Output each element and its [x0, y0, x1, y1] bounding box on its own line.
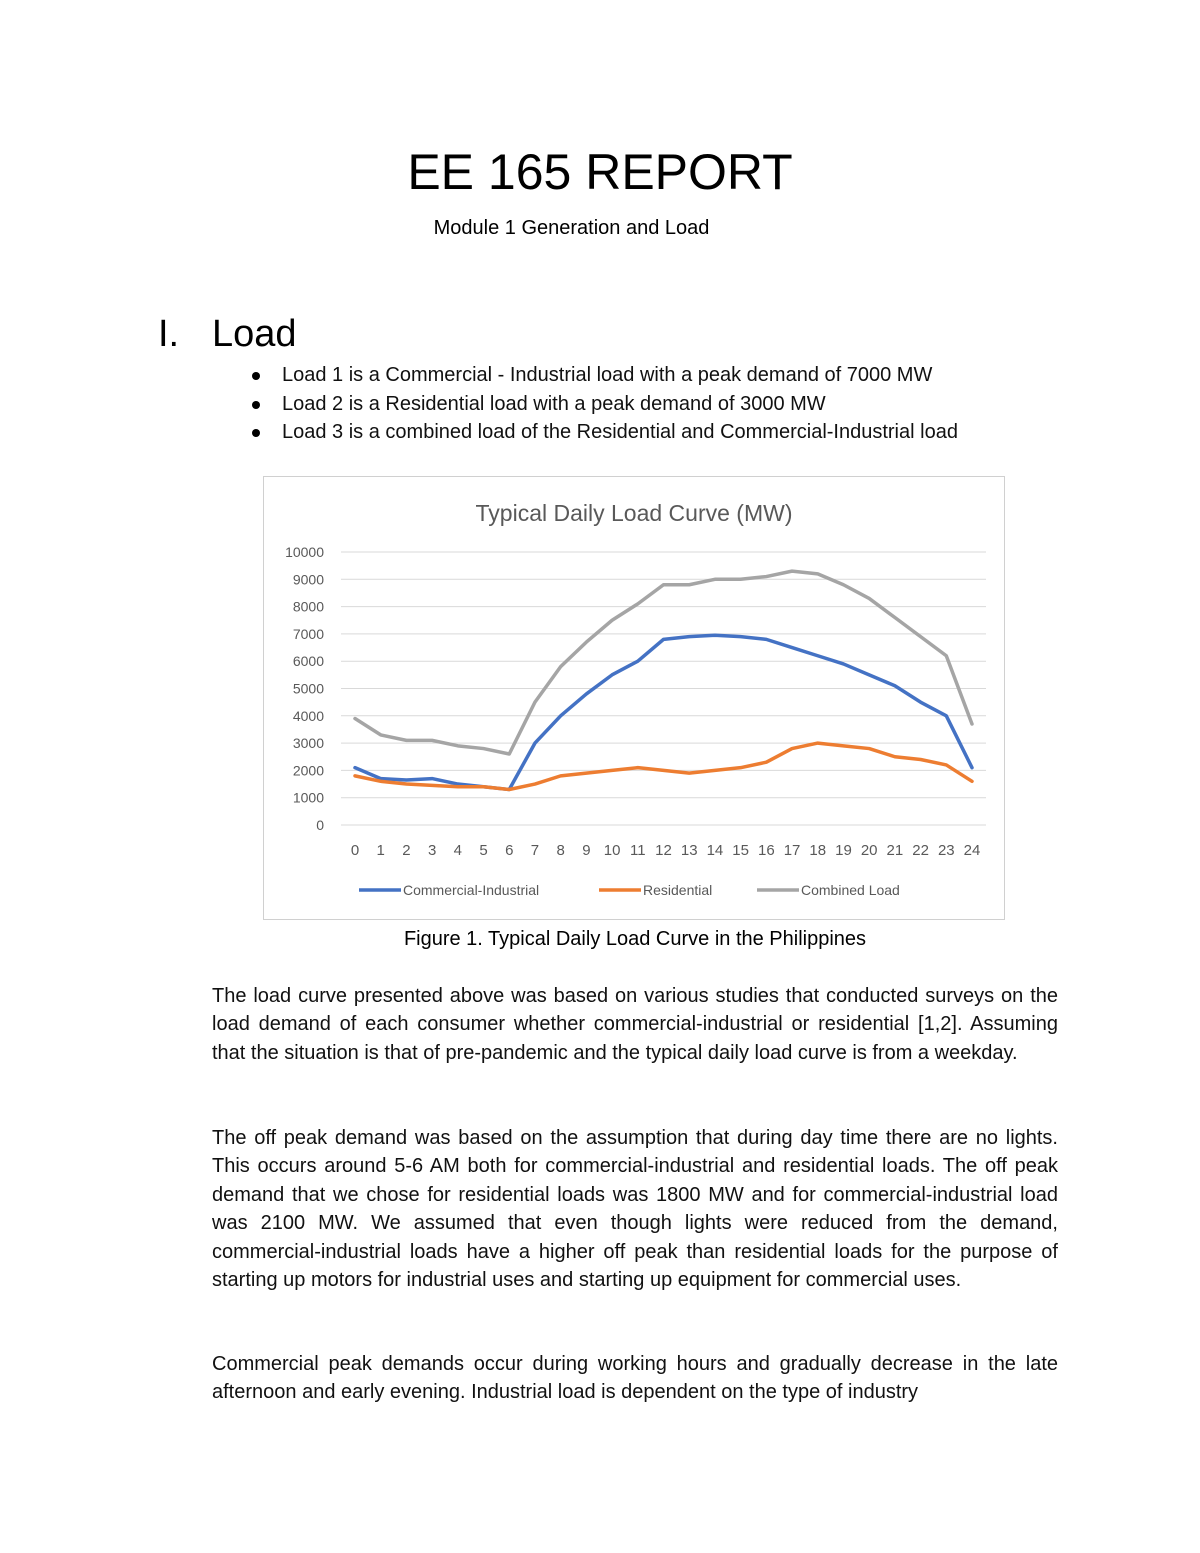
- list-item: [250, 361, 958, 390]
- x-tick-label: 7: [530, 842, 540, 859]
- legend-label: Commercial-Industrial: [403, 882, 540, 898]
- figure-caption: Figure 1. Typical Daily Load Curve in the Philippines: [403, 928, 867, 950]
- load-curve-chart: [264, 477, 1004, 919]
- y-tick-label: 10000: [285, 544, 324, 560]
- y-tick-label: 4000: [292, 707, 324, 724]
- bullet-text: Load 3 is a combined load of the Residential and Commercial-Industrial load: [282, 421, 958, 443]
- report-subtitle: Module 1 Generation and Load: [433, 217, 710, 239]
- bullet-icon: [252, 401, 260, 409]
- x-tick-label: 1: [376, 842, 385, 859]
- y-tick-label: 7000: [292, 625, 324, 642]
- chart-title: Typical Daily Load Curve (MW): [475, 500, 793, 526]
- list-item: [250, 390, 958, 419]
- x-tick-label: 24: [963, 842, 981, 859]
- x-tick-label: 5: [479, 842, 488, 859]
- load-bullet-list: [250, 361, 958, 447]
- section-number: I.: [158, 313, 180, 355]
- x-tick-label: 2: [402, 842, 411, 859]
- x-tick-label: 0: [350, 842, 360, 859]
- y-tick-label: 6000: [292, 653, 324, 670]
- x-tick-label: 20: [860, 842, 878, 859]
- legend-label: Combined Load: [801, 882, 900, 898]
- legend-label: Residential: [643, 882, 713, 898]
- x-tick-label: 19: [835, 842, 852, 859]
- section-heading: [158, 310, 297, 358]
- x-tick-label: 16: [757, 842, 775, 859]
- x-tick-label: 17: [783, 842, 801, 859]
- section-title: Load: [212, 313, 297, 355]
- bullet-text: Load 2 is a Residential load with a peak demand of 3000 MW: [282, 392, 826, 415]
- list-item: [250, 418, 958, 447]
- y-tick-label: 8000: [292, 598, 324, 615]
- chart-figure: [263, 476, 1005, 920]
- body-paragraph: Commercial peak demands occur during working hours and gradually decrease in the late afternoon and early evening. Industrial load is dependent on the type of industry: [212, 1353, 1058, 1404]
- series-line: [355, 571, 972, 754]
- y-tick-label: 9000: [292, 571, 324, 588]
- x-tick-label: 23: [937, 842, 955, 859]
- y-tick-label: 0: [316, 817, 324, 833]
- body-paragraph: The off peak demand was based on the assumption that during day time there are no lights. This occurs around 5-6 AM both for commercial-industrial and residential loads. The off peak demand that we chose for residential loads was 1800 MW and for commercial-industrial load was 2100 MW. We assumed that even though lights were reduced from the demand, commercial-industrial loads have a higher off peak than residential loads for the purpose of starting up motors for industrial uses and starting up equipment for commercial uses.: [212, 1127, 1058, 1292]
- bullet-icon: [252, 372, 260, 380]
- x-tick-label: 3: [427, 842, 437, 859]
- series-line: [355, 635, 972, 789]
- y-tick-label: 5000: [292, 680, 324, 697]
- x-tick-label: 6: [505, 842, 514, 859]
- x-tick-label: 4: [453, 842, 463, 859]
- x-tick-label: 18: [809, 842, 827, 859]
- x-tick-label: 21: [886, 842, 904, 859]
- x-tick-label: 8: [556, 842, 565, 859]
- y-tick-label: 3000: [292, 735, 324, 752]
- x-tick-label: 9: [582, 842, 591, 859]
- x-tick-label: 11: [630, 842, 646, 859]
- bullet-icon: [252, 429, 260, 437]
- y-tick-label: 1000: [292, 789, 324, 806]
- report-title: EE 165 REPORT: [407, 144, 793, 200]
- x-tick-label: 14: [706, 842, 724, 859]
- x-tick-label: 12: [655, 842, 672, 859]
- y-tick-label: 2000: [292, 762, 324, 779]
- x-tick-label: 13: [680, 842, 698, 859]
- x-tick-label: 10: [603, 842, 621, 859]
- x-tick-label: 22: [912, 842, 929, 859]
- x-tick-label: 15: [732, 842, 749, 859]
- bullet-text: Load 1 is a Commercial - Industrial load with a peak demand of 7000 MW: [282, 364, 933, 386]
- body-paragraph: The load curve presented above was based on various studies that conducted surveys on the load demand of each consumer whether commercial-industrial or residential [1,2]. Assuming that the situation is that of pre-pandemic and the typical daily load curve is from a weekday.: [212, 985, 1058, 1064]
